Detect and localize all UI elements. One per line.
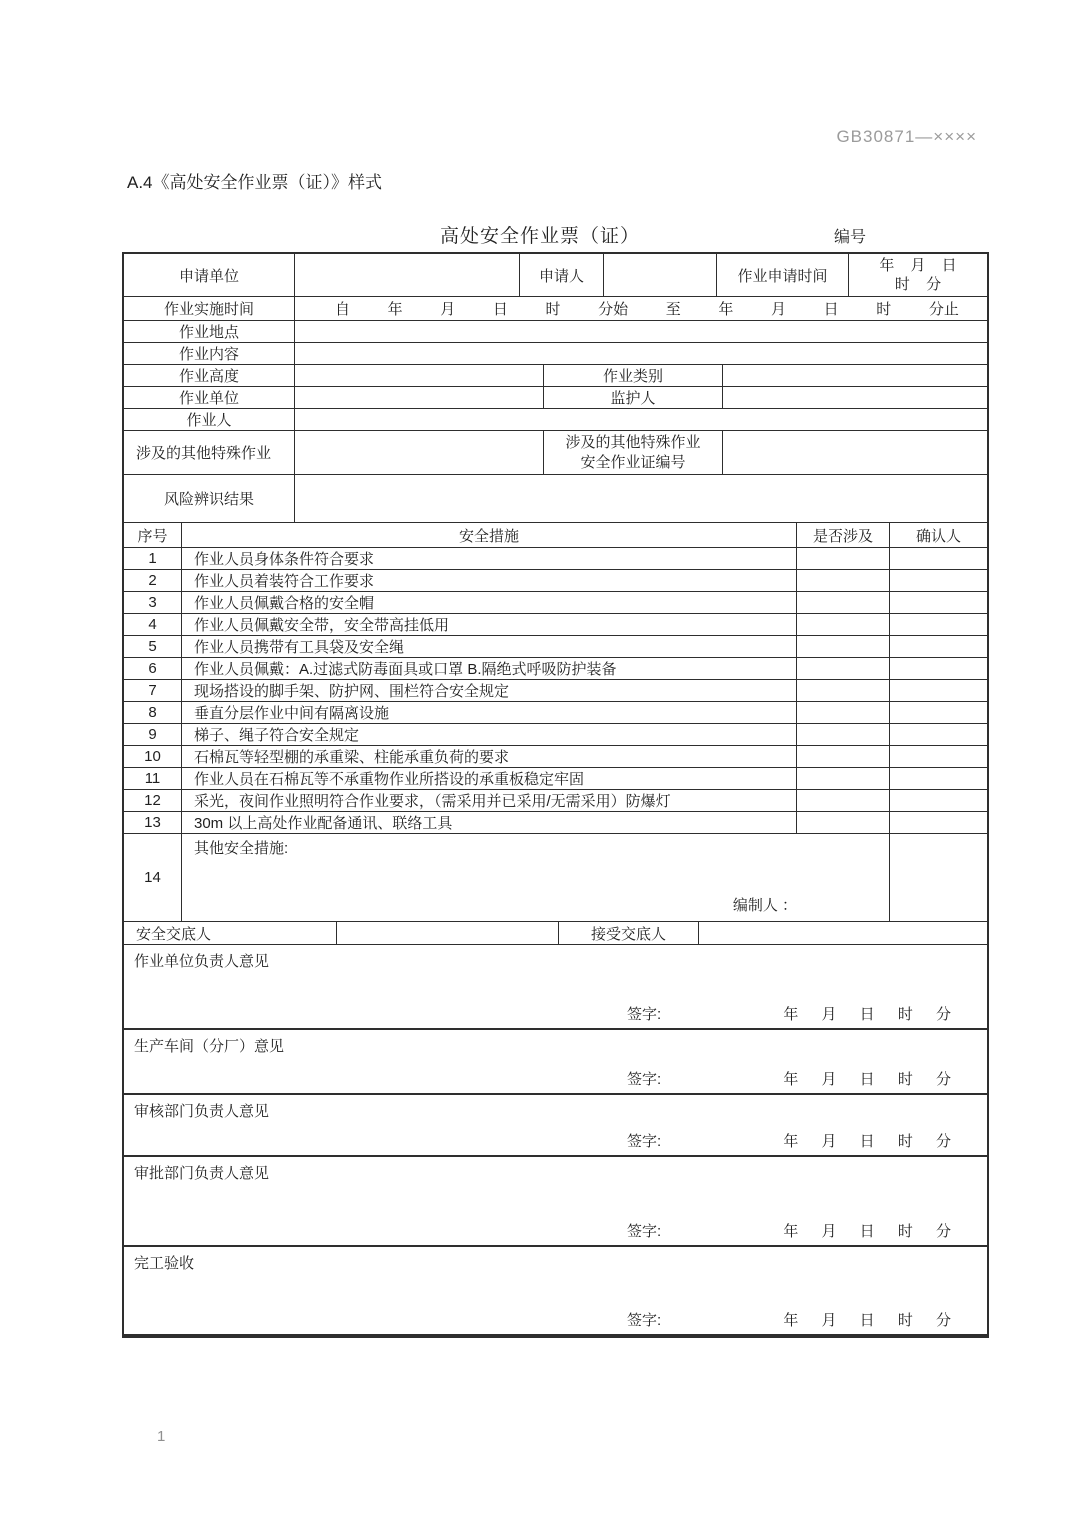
- applicant-value-cell: [604, 254, 717, 296]
- measure-no: 5: [124, 636, 182, 657]
- measure-no: 8: [124, 702, 182, 723]
- form-title: 高处安全作业票（证）: [440, 226, 641, 247]
- confirmer-cell: [890, 746, 987, 767]
- measure-row: [124, 680, 987, 702]
- confirmer-cell: [890, 614, 987, 635]
- unit-label: 作业单位: [124, 387, 295, 408]
- location-label: 作业地点: [124, 321, 295, 342]
- section-label: 完工验收: [134, 1255, 195, 1272]
- measure-no: 9: [124, 724, 182, 745]
- sign-label: 签字:: [627, 1133, 662, 1150]
- involved-cell: [797, 570, 890, 591]
- height-category-row: [124, 365, 987, 387]
- confirmer-cell: [890, 812, 987, 833]
- measure-row: [124, 746, 987, 768]
- risk-label: 风险辨识结果: [124, 475, 295, 522]
- involved-cell: [797, 658, 890, 679]
- apply-time-line2: 时 分: [894, 276, 942, 293]
- risk-row: [124, 475, 987, 523]
- impl-part: 分止: [928, 301, 959, 318]
- measure-text: 现场搭设的脚手架、防护网、围栏符合安全规定: [182, 680, 797, 701]
- confirmer-cell: [890, 724, 987, 745]
- signature-line: [124, 1003, 987, 1024]
- confirmer-cell: [890, 790, 987, 811]
- height-label: 作业高度: [124, 365, 295, 386]
- measure-text: 30m 以上高处作业配备通讯、联络工具: [182, 812, 797, 833]
- section-heading: A.4《高处安全作业票（证）》样式: [127, 173, 383, 192]
- measure-text: 作业人员佩戴：A.过滤式防毒面具或口罩 B.隔绝式呼吸防护装备: [182, 658, 797, 679]
- involved-cell: [797, 812, 890, 833]
- sign-date-blanks: 年 月 日 时 分: [783, 1006, 951, 1023]
- impl-part: 时: [876, 301, 892, 318]
- confirmer-cell: [890, 702, 987, 723]
- compiler-label: 编制人 ：: [732, 897, 797, 914]
- content-value-cell: [295, 343, 987, 364]
- standard-code: GB30871—××××: [836, 127, 977, 146]
- worker-row: [124, 409, 987, 431]
- measure-row: [124, 636, 987, 658]
- involved-cell: [797, 768, 890, 789]
- signature-line: [124, 1068, 987, 1089]
- measure-text: 作业人员身体条件符合要求: [182, 548, 797, 569]
- measure-row: [124, 592, 987, 614]
- measure-no: 6: [124, 658, 182, 679]
- section-approval-dept-opinion: [124, 1156, 987, 1246]
- category-value-cell: [723, 365, 987, 386]
- measure-no: 12: [124, 790, 182, 811]
- measures-header-row: [124, 523, 987, 548]
- measure-no: 4: [124, 614, 182, 635]
- involved-cell: [797, 790, 890, 811]
- sign-label: 签字:: [627, 1071, 662, 1088]
- involved-cell: [797, 702, 890, 723]
- section-completion-acceptance: [124, 1246, 987, 1334]
- apply-unit-value-cell: [295, 254, 520, 296]
- involved-cell: [797, 724, 890, 745]
- signature-line: [124, 1220, 987, 1241]
- impl-time-label: 作业实施时间: [124, 297, 295, 320]
- other-special-cert-line1: 涉及的其他特殊作业: [565, 433, 701, 451]
- apply-row: [124, 254, 987, 297]
- location-value-cell: [295, 321, 987, 342]
- sign-date-blanks: 年 月 日 时 分: [783, 1223, 951, 1240]
- location-row: [124, 321, 987, 343]
- confirmer-cell: [890, 548, 987, 569]
- impl-part: 分始: [598, 301, 629, 318]
- apply-unit-label: 申请单位: [124, 254, 295, 296]
- other-special-cert-line2: 安全作业证编号: [580, 453, 686, 471]
- unit-guardian-row: [124, 387, 987, 409]
- section-label: 作业单位负责人意见: [134, 953, 270, 970]
- measure-text: 作业人员佩戴安全带，安全带高挂低用: [182, 614, 797, 635]
- page-number: 1: [157, 1428, 166, 1445]
- measure-row: [124, 658, 987, 680]
- impl-time-value-cell: [295, 297, 987, 320]
- col-involved-header: 是否涉及: [797, 523, 890, 547]
- measure-row: [124, 614, 987, 636]
- worker-label: 作业人: [124, 409, 295, 430]
- measure-no: 7: [124, 680, 182, 701]
- confirmer-cell: [890, 658, 987, 679]
- permit-form-table: [122, 252, 989, 1338]
- involved-cell: [797, 680, 890, 701]
- measure-no: 14: [124, 834, 182, 921]
- sign-label: 签字:: [627, 1312, 662, 1329]
- content-row: [124, 343, 987, 365]
- measure-row: [124, 702, 987, 724]
- involved-cell: [797, 746, 890, 767]
- other-special-cert-label: [544, 431, 723, 474]
- involved-cell: [797, 614, 890, 635]
- briefing-receive-value-cell: [699, 922, 987, 944]
- measure-no: 2: [124, 570, 182, 591]
- measure-row: [124, 548, 987, 570]
- signature-line: [124, 1130, 987, 1151]
- form-number-label: 编号: [834, 229, 867, 246]
- col-no-header: 序号: [124, 523, 182, 547]
- guardian-value-cell: [723, 387, 987, 408]
- applicant-label: 申请人: [520, 254, 604, 296]
- category-label: 作业类别: [544, 365, 723, 386]
- section-label: 审核部门负责人意见: [134, 1103, 270, 1120]
- involved-cell: [797, 636, 890, 657]
- measure-no: 1: [124, 548, 182, 569]
- confirmer-cell: [890, 834, 987, 921]
- impl-part: 年: [387, 301, 403, 318]
- other-special-row: [124, 431, 987, 475]
- measure-no: 3: [124, 592, 182, 613]
- impl-part: 月: [440, 301, 456, 318]
- measure-no: 13: [124, 812, 182, 833]
- measure-text: 作业人员佩戴合格的安全帽: [182, 592, 797, 613]
- apply-time-line1: 年 月 日: [879, 257, 957, 274]
- measure-text: 梯子、绳子符合安全规定: [182, 724, 797, 745]
- measure-text: 采光，夜间作业照明符合作业要求，（需采用并已采用/无需采用）防爆灯: [182, 790, 797, 811]
- other-special-cert-value-cell: [723, 431, 987, 474]
- impl-part: 自: [335, 301, 351, 318]
- section-review-dept-opinion: [124, 1094, 987, 1156]
- confirmer-cell: [890, 768, 987, 789]
- impl-part: 至: [665, 301, 681, 318]
- measure-row: [124, 812, 987, 834]
- apply-time-label: 作业申请时间: [717, 254, 849, 296]
- other-special-value-cell: [295, 431, 544, 474]
- section-work-unit-opinion: [124, 945, 987, 1029]
- impl-part: 日: [492, 301, 508, 318]
- section-label: 审批部门负责人意见: [134, 1165, 270, 1182]
- briefing-give-value-cell: [337, 922, 559, 944]
- sign-label: 签字:: [627, 1006, 662, 1023]
- worker-value-cell: [295, 409, 987, 430]
- other-special-label: 涉及的其他特殊作业: [124, 431, 295, 474]
- guardian-label: 监护人: [544, 387, 723, 408]
- col-measure-header: 安全措施: [182, 523, 797, 547]
- impl-part: 日: [823, 301, 839, 318]
- briefing-row: [124, 922, 987, 945]
- confirmer-cell: [890, 680, 987, 701]
- measure-text: 石棉瓦等轻型棚的承重梁、柱能承重负荷的要求: [182, 746, 797, 767]
- measure-row: [124, 790, 987, 812]
- apply-time-value-cell: [849, 254, 987, 296]
- briefing-receive-label: 接受交底人: [559, 922, 699, 944]
- measure-no: 10: [124, 746, 182, 767]
- impl-part: 年: [718, 301, 734, 318]
- content-label: 作业内容: [124, 343, 295, 364]
- impl-time-row: [124, 297, 987, 321]
- sign-label: 签字:: [627, 1223, 662, 1240]
- confirmer-cell: [890, 592, 987, 613]
- measure-text: 垂直分层作业中间有隔离设施: [182, 702, 797, 723]
- measure-row: [124, 570, 987, 592]
- risk-value-cell: [295, 475, 987, 522]
- confirmer-cell: [890, 570, 987, 591]
- impl-part: 时: [545, 301, 561, 318]
- other-measures-label: 其他安全措施:: [194, 840, 289, 857]
- impl-part: 月: [771, 301, 787, 318]
- section-label: 生产车间（分厂）意见: [134, 1038, 285, 1055]
- involved-cell: [797, 592, 890, 613]
- measure-text: 作业人员着装符合工作要求: [182, 570, 797, 591]
- other-measures-cell: [182, 834, 890, 921]
- other-measures-row: [124, 834, 987, 922]
- briefing-give-label: 安全交底人: [124, 922, 337, 944]
- confirmer-cell: [890, 636, 987, 657]
- measure-no: 11: [124, 768, 182, 789]
- sign-date-blanks: 年 月 日 时 分: [783, 1312, 951, 1329]
- measure-row: [124, 724, 987, 746]
- involved-cell: [797, 548, 890, 569]
- measure-text: 作业人员在石棉瓦等不承重物作业所搭设的承重板稳定牢固: [182, 768, 797, 789]
- measure-row: [124, 768, 987, 790]
- col-confirmer-header: 确认人: [915, 527, 961, 545]
- section-workshop-opinion: [124, 1029, 987, 1094]
- unit-value-cell: [295, 387, 544, 408]
- measure-text: 作业人员携带有工具袋及安全绳: [182, 636, 797, 657]
- signature-line: [124, 1309, 987, 1330]
- sign-date-blanks: 年 月 日 时 分: [783, 1133, 951, 1150]
- height-value-cell: [295, 365, 544, 386]
- sign-date-blanks: 年 月 日 时 分: [783, 1071, 951, 1088]
